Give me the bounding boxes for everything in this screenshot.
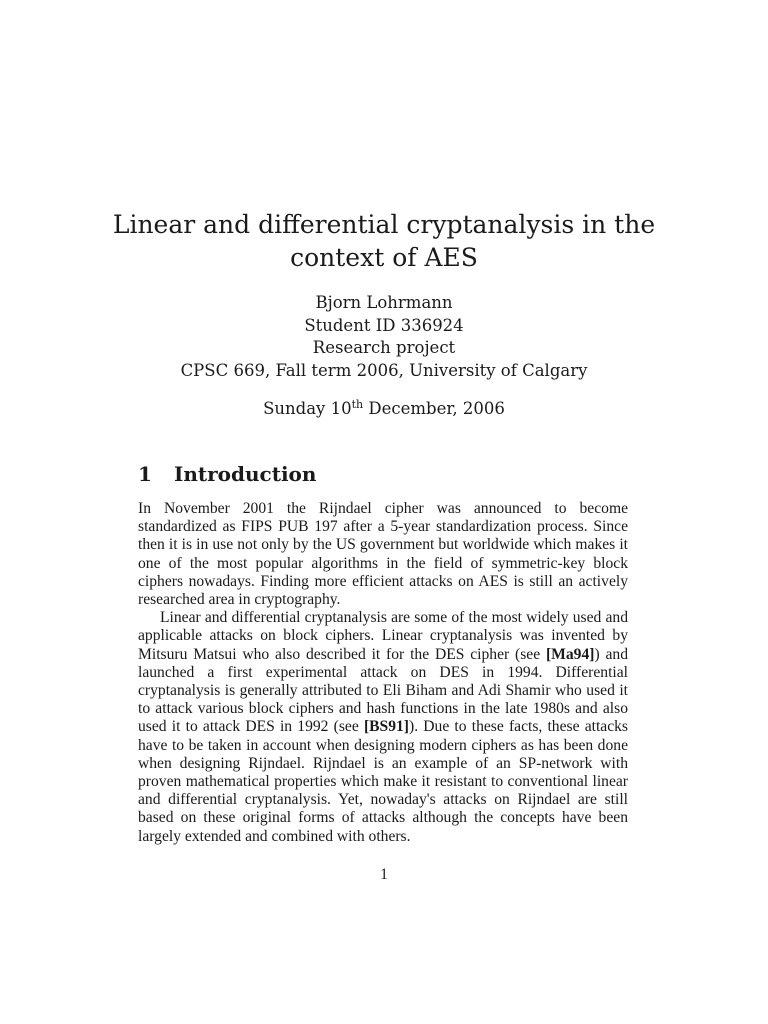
date-ordinal-suffix: th: [351, 398, 364, 411]
date-prefix: Sunday 10: [263, 399, 352, 418]
paragraph-2: [138, 609, 628, 846]
paper-title-line-1: Linear and differential cryptanalysis in the: [112, 210, 656, 239]
section-number: 1: [138, 462, 152, 486]
section-heading: [138, 461, 316, 487]
paper-title-line-2: context of AES: [290, 243, 478, 272]
author-name: Bjorn Lohrmann: [315, 293, 453, 312]
citation-ma94[interactable]: [Ma94]: [545, 645, 595, 663]
author-block: [100, 292, 668, 382]
paragraph-2-part-3: ). Due to these facts, these attacks have to be taken in account when designing modern ciphers as has been done when designing Rijndael. Rijndael is an example of an SP-network with proven mathematical properties which make it resistant to conventional linear and differential cryptanalysis. Yet, nowaday's attacks on Rijndael are still based on these original forms of attacks although the concepts have been largely extended and combined with others.: [138, 718, 628, 845]
page-number: 1: [380, 866, 388, 883]
date-suffix: December, 2006: [363, 399, 505, 418]
project-type: Research project: [312, 338, 456, 357]
publication-date: [100, 398, 668, 420]
paragraph-2-part-1: Linear and differential cryptanalysis are some of the most widely used and applicable attacks on block ciphers. Linear cryptanalysis was invented by Mitsuru Matsui who also described it for the DES cipher (see: [138, 609, 628, 663]
citation-bs91[interactable]: [BS91]: [363, 718, 409, 736]
paper-title: [100, 208, 668, 274]
section-title: Introduction: [174, 462, 317, 486]
section-body: [138, 500, 628, 846]
student-id: Student ID 336924: [304, 315, 464, 335]
course-info: CPSC 669, Fall term 2006, University of Calgary: [180, 360, 588, 380]
paragraph-2-part-2: ) and launched a first experimental attack on DES in 1994. Differential cryptanalysis is generally attributed to Eli Biham and Adi Shamir who used it to attack various block ciphers and hash functions in the late 1980s and also used it to attack DES in 1992 (see: [138, 645, 629, 736]
paragraph-1: In November 2001 the Rijndael cipher was announced to become standardized as FIPS PUB 197 after a 5-year standardization process. Since then it is in use not only by the US government but worldwide which makes it one of the most popular algorithms in the field of symmetric-key block ciphers nowadays. Finding more efficient attacks on AES is still an actively researched area in cryptography.: [138, 500, 628, 609]
